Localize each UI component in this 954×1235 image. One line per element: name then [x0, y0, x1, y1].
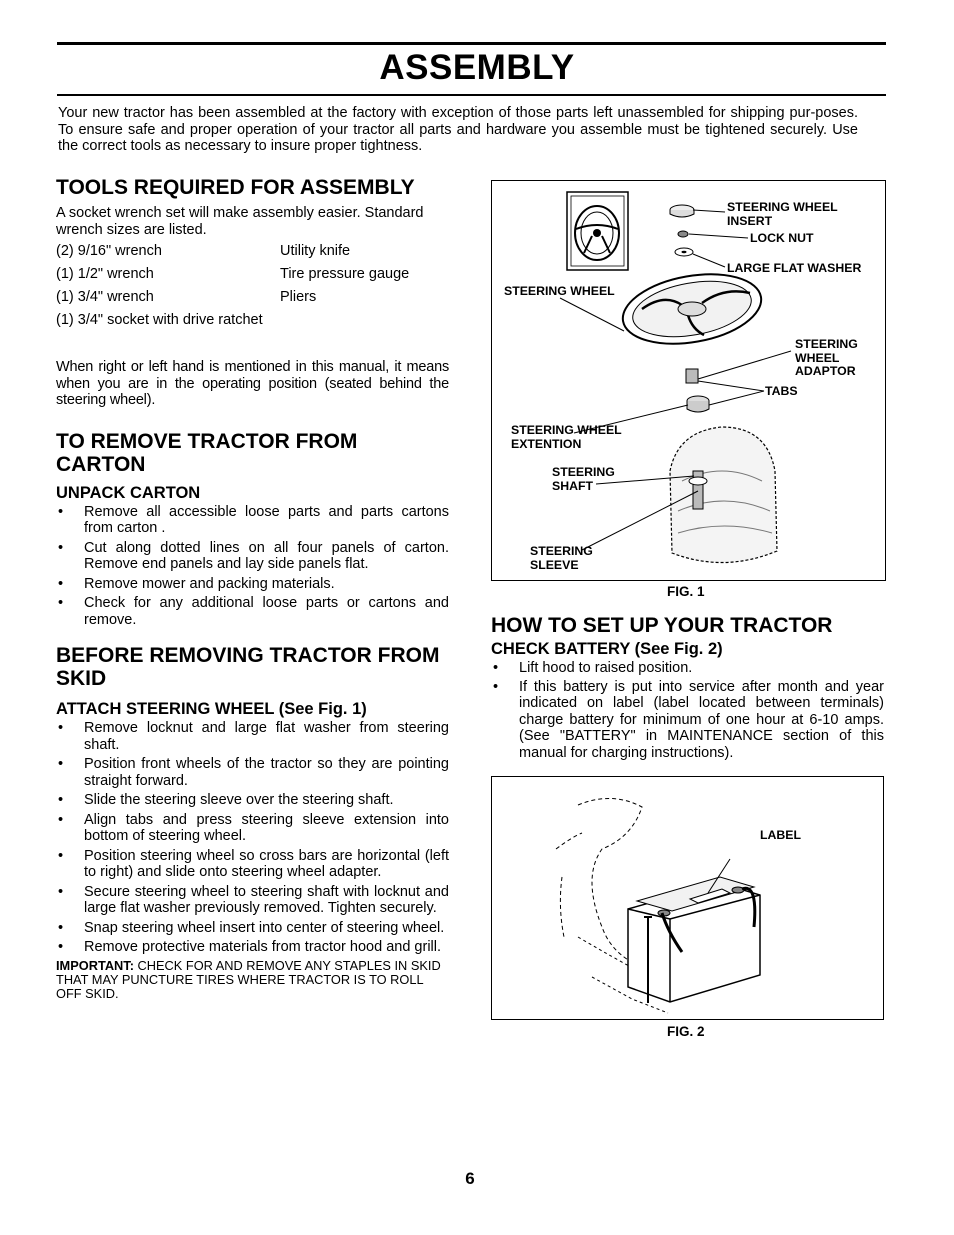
list-item: • Secure steering wheel to steering shaft with locknut and large flat washer previously removed. Tighten securely. [56, 884, 449, 917]
label-steering-shaft: STEERING SHAFT [552, 465, 615, 493]
tool-left: (1) 1/2" wrench [56, 266, 154, 282]
list-item: • Slide the steering sleeve over the steering shaft. [56, 792, 449, 809]
list-item: • Remove locknut and large flat washer from steering shaft. [56, 720, 449, 753]
figure-1 [491, 180, 886, 581]
figure-2-caption: FIG. 2 [667, 1024, 705, 1039]
important-text: CHECK FOR AND REMOVE ANY STAPLES IN SKID THAT MAY PUNCTURE TIRES WHERE TRACTOR IS TO ROLL OFF SKID. [56, 957, 441, 1001]
before-heading: BEFORE REMOVING TRACTOR FROM SKID [56, 644, 440, 690]
unpack-list [56, 504, 449, 629]
battery-list [491, 660, 884, 761]
label-steering-wheel-adaptor: STEERING WHEEL ADAPTOR [795, 337, 858, 378]
page-title: ASSEMBLY [379, 48, 575, 87]
list-item: • If this battery is put into service after month and year indicated on label (label located between terminals) charge battery for minimum of one hour at 6-10 amps. (See "BATTERY" in MAINTENANCE section of this manual for charging instructions). [491, 679, 884, 762]
list-item: • Lift hood to raised position. [491, 660, 884, 677]
tool-right: Tire pressure gauge [280, 266, 410, 282]
tool-right: Utility knife [280, 243, 351, 259]
list-item: • Position steering wheel so cross bars are horizontal (left to right) and slide onto steering wheel adapter. [56, 848, 449, 881]
intro-paragraph: Your new tractor has been assembled at the factory with exception of those parts left unassembled for shipping pur-poses. To ensure safe and proper operation of your tractor all parts and hardware you assemble must be tightened securely. Use the correct tools as necessary to insure proper tightness. [58, 105, 858, 154]
tools-list [56, 240, 449, 332]
tool-left: (1) 3/4" socket with drive ratchet [56, 312, 263, 328]
list-item: • Align tabs and press steering sleeve extension into bottom of steering wheel. [56, 812, 449, 845]
hand-note: When right or left hand is mentioned in this manual, it means when you are in the operating position (seated behind the steering wheel). [56, 359, 449, 408]
tool-left: (2) 9/16" wrench [56, 243, 162, 259]
attach-list [56, 720, 449, 956]
tool-right: Pliers [280, 289, 317, 305]
list-item: • Remove protective materials from tractor hood and grill. [56, 939, 449, 956]
battery-illustration [492, 777, 885, 1021]
figure-2 [491, 776, 884, 1020]
setup-heading: HOW TO SET UP YOUR TRACTOR [491, 614, 833, 637]
figure-1-caption: FIG. 1 [667, 584, 705, 599]
list-item: • Remove all accessible loose parts and parts cartons from carton . [56, 504, 449, 537]
list-item: • Check for any additional loose parts or cartons and remove. [56, 595, 449, 628]
list-item: • Position front wheels of the tractor so they are pointing straight forward. [56, 756, 449, 789]
tools-row [56, 286, 449, 309]
label-steering-wheel-extention: STEERING WHEEL EXTENTION [511, 423, 622, 451]
label-steering-wheel-insert: STEERING WHEEL INSERT [727, 200, 838, 228]
list-item: • Snap steering wheel insert into center of steering wheel. [56, 920, 449, 937]
label-tabs: TABS [765, 384, 798, 398]
right-column [491, 614, 884, 764]
steering-assembly-illustration [492, 181, 887, 582]
left-column [56, 176, 449, 1001]
list-item: • Cut along dotted lines on all four panels of carton. Remove end panels and lay side panels flat. [56, 540, 449, 573]
tools-heading: TOOLS REQUIRED FOR ASSEMBLY [56, 176, 415, 199]
tools-row [56, 240, 449, 263]
tool-left: (1) 3/4" wrench [56, 289, 154, 305]
title-rule [57, 94, 886, 96]
label-lock-nut: LOCK NUT [750, 231, 814, 245]
remove-heading: TO REMOVE TRACTOR FROM CARTON [56, 429, 358, 476]
important-note [56, 959, 449, 1001]
page-number: 6 [465, 1169, 475, 1188]
top-rule [57, 42, 886, 45]
tools-intro: A socket wrench set will make assembly easier. Standard wrench sizes are listed. [56, 205, 424, 238]
label-large-flat-washer: LARGE FLAT WASHER [727, 261, 862, 275]
battery-subheading: CHECK BATTERY (See Fig. 2) [491, 640, 723, 658]
tools-row [56, 263, 449, 286]
important-label: IMPORTANT: [56, 957, 134, 973]
tools-row [56, 309, 449, 332]
label-steering-sleeve: STEERING SLEEVE [530, 544, 593, 572]
label-steering-wheel: STEERING WHEEL [504, 284, 615, 298]
unpack-subheading: UNPACK CARTON [56, 483, 201, 502]
label-battery-label: LABEL [760, 828, 801, 842]
attach-subheading: ATTACH STEERING WHEEL (See Fig. 1) [56, 700, 367, 718]
list-item: • Remove mower and packing materials. [56, 576, 449, 593]
